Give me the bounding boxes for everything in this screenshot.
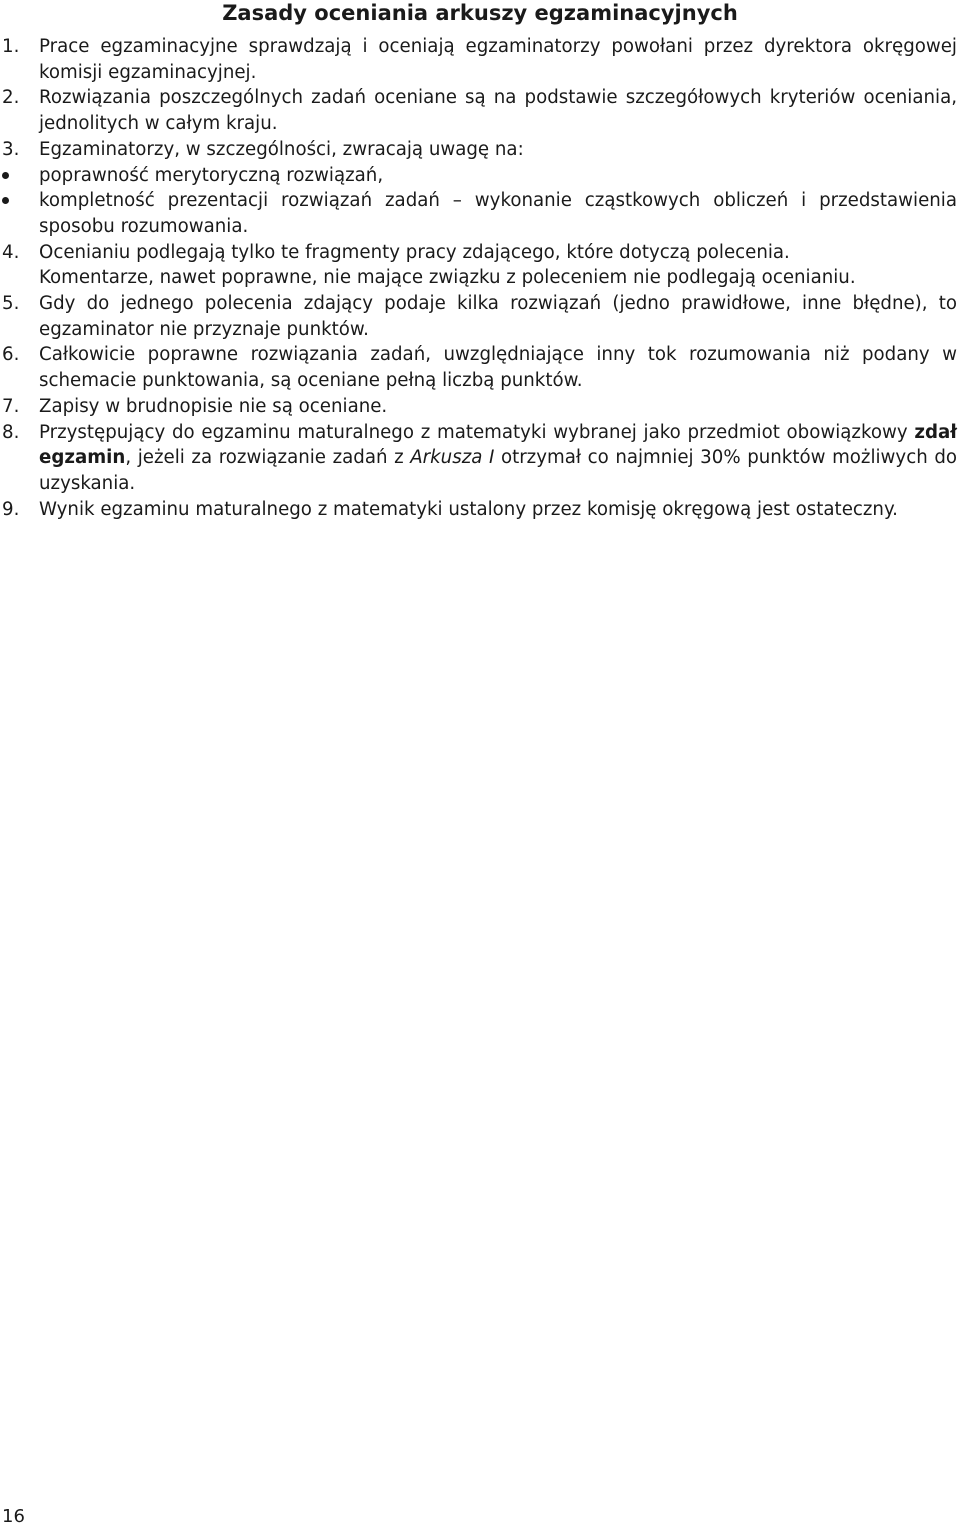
bullet-text: poprawność merytoryczną rozwiązań, [39, 164, 384, 186]
rule-item-4 [2, 240, 957, 291]
rule-number: 8. [2, 421, 20, 443]
rule-text: Całkowicie poprawne rozwiązania zadań, uwzględniające inny tok rozumowania niż podany w schemacie punktowania, są oceniane pełną liczbą punktów. [39, 344, 957, 392]
rule-item-1 [2, 34, 957, 85]
rule-number: 6. [2, 344, 20, 366]
rule-text: Gdy do jednego polecenia zdający podaje kilka rozwiązań (jedno prawidłowe, inne błędne), to egzaminator nie przyznaje punktów. [39, 293, 957, 340]
rule-3-bullet-list [39, 163, 957, 240]
grading-rules-list [2, 34, 957, 522]
rule-text: Prace egzaminacyjne sprawdzają i oceniają egzaminatorzy powołani przez dyrektora okręgowej komisji egzaminacyjnej. [39, 36, 957, 83]
rule-text: Egzaminatorzy, w szczególności, zwracają uwagę na: [39, 138, 524, 160]
bullet-item [2, 163, 957, 189]
bullet-dot-icon [2, 197, 9, 204]
rule-number: 4. [2, 241, 20, 263]
bullet-dot-icon [2, 172, 9, 179]
page-title: Zasady oceniania arkuszy egzaminacyjnych [222, 1, 738, 25]
rule-text-bold: zdał egzamin [39, 421, 957, 469]
rule-text-continued: Komentarze, nawet poprawne, nie mające związku z poleceniem nie podlegają ocenianiu. [39, 267, 856, 289]
rule-item-3 [2, 137, 957, 240]
rule-item-5 [2, 291, 957, 342]
page-number: 16 [2, 1506, 25, 1527]
rule-text-italic: Arkusza I [410, 447, 495, 469]
rule-text: Rozwiązania poszczególnych zadań oceniane są na podstawie szczegółowych kryteriów oceniania, jednolitych w całym kraju. [39, 87, 957, 135]
rule-number: 3. [2, 138, 20, 160]
rule-item-7 [2, 394, 957, 420]
rule-text: Zapisy w brudnopisie nie są oceniane. [39, 395, 388, 417]
bullet-text: kompletność prezentacji rozwiązań zadań – wykonanie cząstkowych obliczeń i przedstawienia sposobu rozumowania. [39, 190, 957, 237]
rule-number: 1. [2, 36, 20, 57]
rule-text: Wynik egzaminu maturalnego z matematyki ustalony przez komisję okręgową jest ostateczny. [39, 498, 898, 520]
rule-item-6 [2, 342, 957, 393]
rule-text-part: Przystępujący do egzaminu maturalnego z matematyki wybranej jako przedmiot obowiązkowy [39, 421, 915, 443]
rule-item-9 [2, 497, 957, 523]
rule-item-8 [2, 420, 957, 497]
rule-number: 9. [2, 498, 20, 520]
bullet-item [2, 188, 957, 239]
rule-number: 7. [2, 395, 20, 417]
rule-text: Ocenianiu podlegają tylko te fragmenty pracy zdającego, które dotyczą polecenia. [39, 241, 790, 263]
rule-text-part: otrzymał co najmniej 30% punktów możliwych do uzyskania. [39, 447, 957, 494]
rule-item-2 [2, 85, 957, 136]
rule-number: 2. [2, 87, 20, 109]
rule-text-part: , jeżeli za rozwiązanie zadań z [125, 447, 411, 469]
rule-number: 5. [2, 293, 20, 315]
